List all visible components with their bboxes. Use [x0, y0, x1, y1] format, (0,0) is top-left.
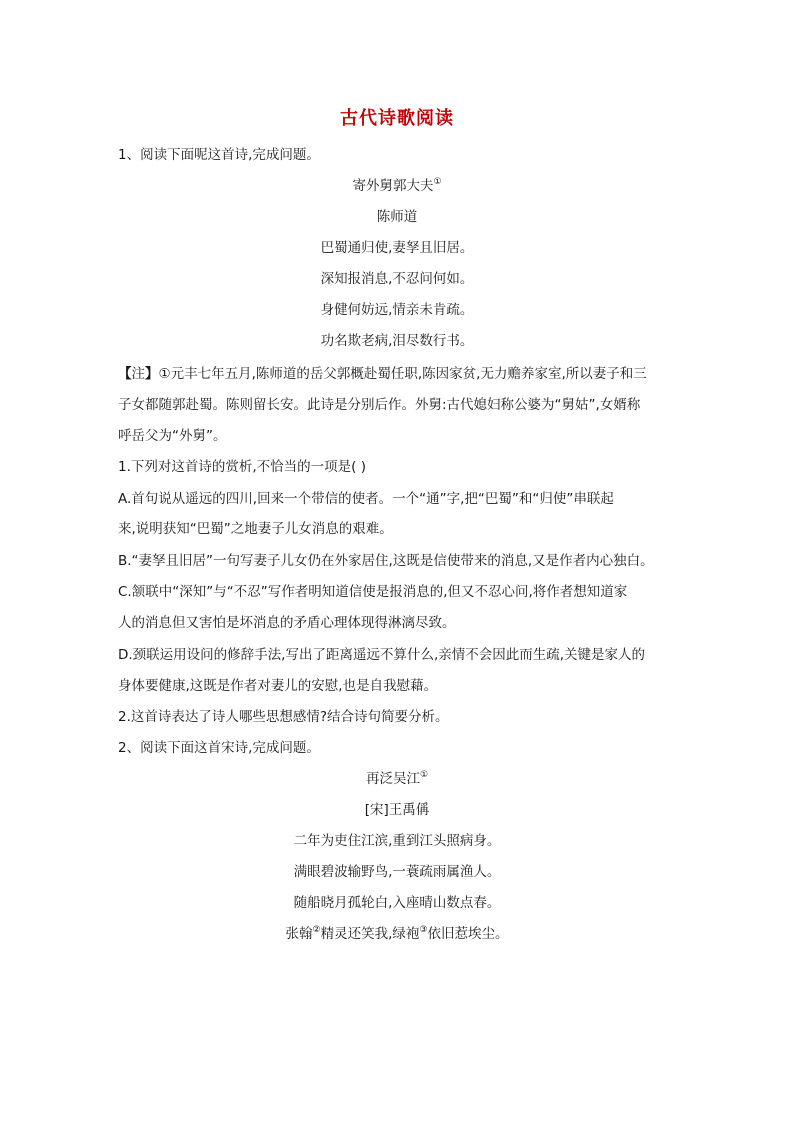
- q2-last-line-part-b: 精灵还笑我,绿袍: [320, 926, 420, 942]
- q2-last-line-part-a: 张翰: [285, 926, 313, 942]
- q1-poem-title: [0, 176, 794, 196]
- q1-sub-question-1: 1.下列对这首诗的赏析,不恰当的一项是( ): [118, 459, 366, 475]
- page-title: 古代诗歌阅读: [340, 108, 454, 129]
- q1-option-b: B.“妻孥且旧居”一句写妻子儿女仍在外家居住,这既是信使带来的消息,又是作者内心独白。: [118, 553, 654, 569]
- q1-poem-title-text: 寄外舅郭大夫: [352, 178, 434, 194]
- q1-option-d-cont: 身体要健康,这既是作者对妻儿的安慰,也是自我慰藉。: [118, 678, 438, 694]
- q1-note-bracket-close: 】: [145, 366, 159, 382]
- q1-sub-question-2: 2.这首诗表达了诗人哪些思想感情?结合诗句简要分析。: [118, 709, 449, 725]
- q2-author: [宋]王禹偁: [364, 802, 430, 818]
- q1-note-label: 注: [131, 366, 145, 382]
- q1-intro: 1、阅读下面呢这首诗,完成问题。: [118, 147, 320, 163]
- q1-author: 陈师道: [376, 209, 418, 225]
- q2-poem-last-line: [0, 924, 794, 944]
- q2-poem-line: 二年为吏住江滨,重到江头照病身。: [293, 833, 501, 849]
- q1-option-c-cont: 人的消息但又害怕是坏消息的矛盾心理体现得淋漓尽致。: [118, 615, 456, 631]
- q2-last-line-part-c: 依旧惹埃尘。: [427, 926, 509, 942]
- q2-intro: 2、阅读下面这首宋诗,完成问题。: [118, 740, 320, 756]
- q1-note-line: [118, 364, 647, 384]
- q2-poem-line: 满眼碧波输野鸟,一蓑疏雨属渔人。: [293, 864, 501, 880]
- q1-note-line: 子女都随郭赴蜀。陈则留长安。此诗是分别后作。外舅:古代媳妇称公婆为“舅姑”,女婿称: [118, 397, 641, 413]
- q1-poem-line: 身健何妨远,情亲未肯疏。: [320, 302, 474, 318]
- q1-poem-line: 巴蜀通归使,妻孥且旧居。: [320, 240, 474, 256]
- q2-poem-title-text: 再泛吴江: [365, 771, 420, 787]
- q1-poem-title-note: ①: [433, 177, 442, 187]
- q1-option-a: A.首句说从遥远的四川,回来一个带信的使者。一个“通”字,把“巴蜀”和“归使”串联起: [118, 491, 614, 507]
- q2-poem-line: 随船晓月孤轮白,入座晴山数点春。: [293, 895, 501, 911]
- q1-poem-line: 深知报消息,不忍问何如。: [320, 271, 474, 287]
- q2-last-line-note-a: ②: [312, 925, 321, 935]
- q2-last-line-note-b: ③: [419, 925, 428, 935]
- q2-poem-title: [0, 769, 794, 789]
- q1-poem-line: 功名欺老病,泪尽数行书。: [320, 333, 474, 349]
- q1-option-d: D.颈联运用设问的修辞手法,写出了距离遥远不算什么,亲情不会因此而生疏,关键是家人的: [118, 647, 646, 663]
- q1-option-a-cont: 来,说明获知“巴蜀”之地妻子儿女消息的艰难。: [118, 521, 393, 537]
- q1-note-bracket-open: 【: [118, 366, 132, 382]
- q1-option-c: C.颔联中“深知”与“不忍”写作者明知道信使是报消息的,但又不忍心问,将作者想知道家: [118, 584, 628, 600]
- q1-note-line: 呼岳父为“外舅”。: [118, 428, 227, 444]
- q1-note-text: ①元丰七年五月,陈师道的岳父郭概赴蜀任职,陈因家贫,无力赡养家室,所以妻子和三: [158, 366, 647, 382]
- q2-poem-title-note: ①: [419, 770, 429, 780]
